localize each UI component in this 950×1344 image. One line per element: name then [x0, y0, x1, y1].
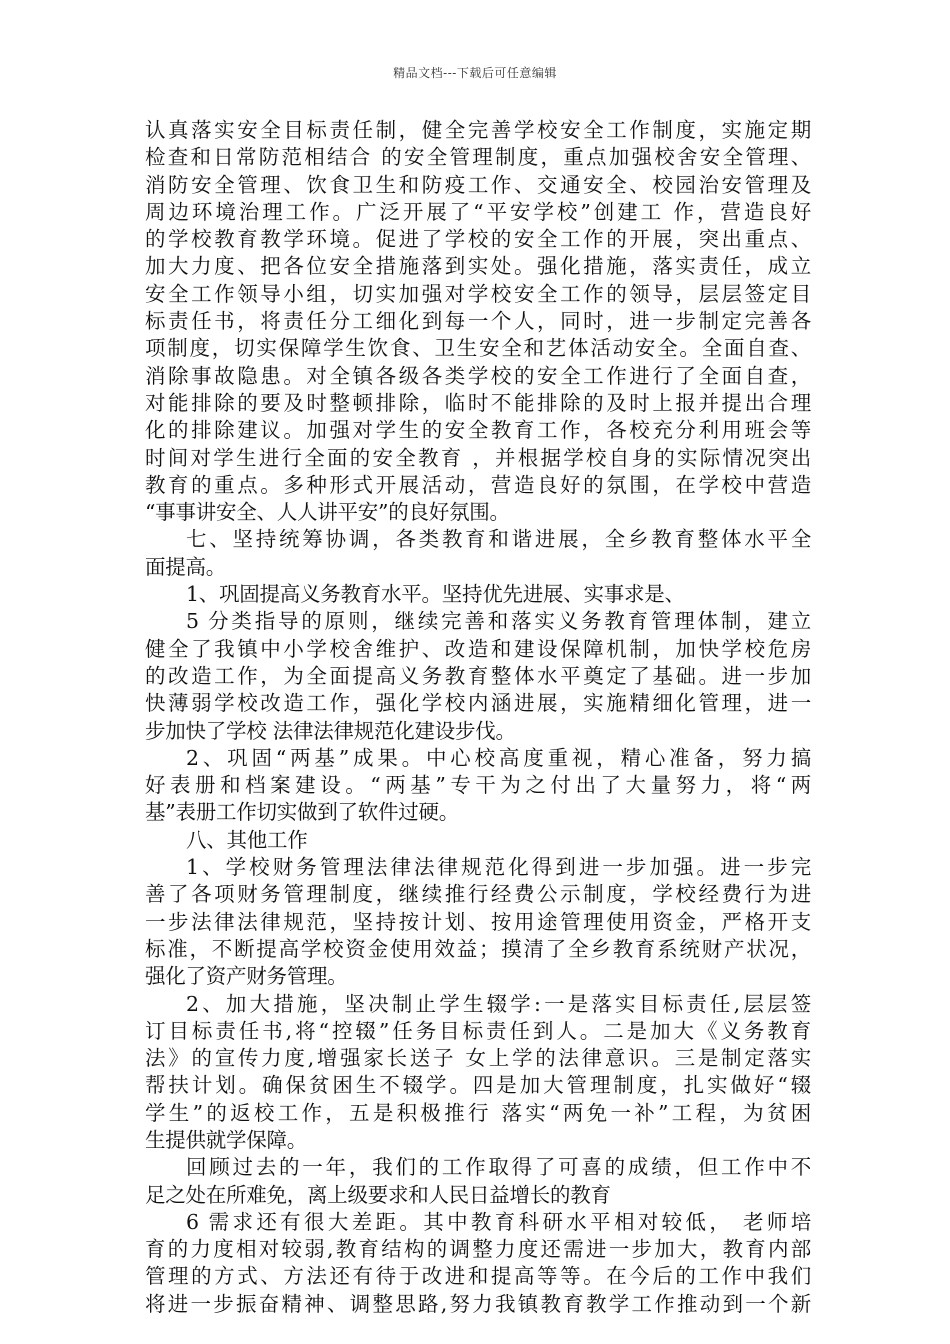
text-line: 化的排除建议。加强对学生的安全教育工作，各校充分利用班会等	[145, 418, 811, 443]
text-line: 健全了我镇中小学校舍维护、改造和建设保障机制，加快学校危房	[145, 636, 811, 661]
text-line: 基”表册工作切实做到了软件过硬。	[145, 800, 459, 825]
text-line: 帮扶计划。确保贫困生不辍学。四是加大管理制度，扎实做好“辍	[145, 1073, 811, 1098]
text-line: 的改造工作，为全面提高义务教育整体水平奠定了基础。进一步加	[145, 663, 811, 688]
text-line: 加大力度、把各位安全措施落到实处。强化措施，落实责任，成立	[145, 254, 811, 279]
text-line: 项制度，切实保障学生饮食、卫生安全和艺体活动安全。全面自查、	[145, 336, 811, 361]
text-line: 认真落实安全目标责任制，健全完善学校安全工作制度，实施定期	[145, 118, 811, 142]
text-line: 1、巩固提高义务教育水平。坚持优先进展、实事求是、	[186, 582, 685, 607]
text-line: 6 需求还有很大差距。其中教育科研水平相对较低， 老师培	[186, 1209, 811, 1234]
text-line: 1、学校财务管理法律法律规范化得到进一步加强。进一步完	[186, 855, 811, 880]
text-line: 强化了资产财务管理。	[145, 964, 348, 989]
text-line: 八、其他工作	[186, 827, 308, 852]
text-line: 善了各项财务管理制度，继续推行经费公示制度，学校经费行为进	[145, 882, 811, 907]
text-line: 的学校教育教学环境。促进了学校的安全工作的开展，突出重点、	[145, 227, 811, 252]
text-line: 育的力度相对较弱,教育结构的调整力度还需进一步加大，教育内部	[145, 1237, 811, 1262]
text-line: 学生”的返校工作，五是积极推行 落实“两免一补”工程，为贫困	[145, 1100, 811, 1125]
text-line: 教育的重点。多种形式开展活动，营造良好的氛围，在学校中营造	[145, 472, 811, 497]
text-line: 足之处在所难免，离上级要求和人民日益增长的教育	[145, 1182, 611, 1207]
text-line: 2、巩固“两基”成果。中心校高度重视，精心准备，努力搞	[186, 745, 811, 770]
text-line: 一步法律法律规范，坚持按计划、按用途管理使用资金，严格开支	[145, 909, 811, 934]
text-line: 好表册和档案建设。“两基”专干为之付出了大量努力，将“两	[145, 773, 811, 798]
text-line: “事事讲安全、人人讲平安”的良好氛围。	[145, 500, 510, 525]
text-line: 安全工作领导小组，切实加强对学校安全工作的领导，层层签定目	[145, 281, 811, 306]
text-line: 消防安全管理、饮食卫生和防疫工作、交通安全、校园治安管理及	[145, 172, 811, 197]
text-line: 快薄弱学校改造工作，强化学校内涵进展，实施精细化管理，进一	[145, 691, 811, 716]
document-body	[145, 117, 811, 1318]
text-line: 标准，不断提高学校资金使用效益；摸清了全乡教育系统财产状况，	[145, 936, 811, 961]
text-line: 5 分类指导的原则，继续完善和落实义务教育管理体制，建立	[186, 609, 811, 634]
page-header: 精品文档---下载后可任意编辑	[393, 66, 557, 80]
text-line: 步加快了学校 法律法律规范化建设步伐。	[145, 718, 516, 743]
text-line: 时间对学生进行全面的安全教育 ，并根据学校自身的实际情况突出	[145, 445, 811, 470]
text-line: 订目标责任书,将“控辍”任务目标责任到人。二是加大《义务教育	[145, 1018, 811, 1043]
text-line: 周边环境治理工作。广泛开展了“平安学校”创建工 作，营造良好	[145, 199, 811, 224]
text-line: 标责任书，将责任分工细化到每一个人，同时，进一步制定完善各	[145, 309, 811, 334]
text-line: 法》的宣传力度,增强家长送子 女上学的法律意识。三是制定落实	[145, 1046, 811, 1071]
text-line: 生提供就学保障。	[145, 1127, 307, 1152]
text-line: 将进一步振奋精神、调整思路,努力我镇教育教学工作推动到一个新	[145, 1291, 811, 1316]
text-line: 2、加大措施，坚决制止学生辍学:一是落实目标责任,层层签	[186, 991, 811, 1016]
text-line: 面提高。	[145, 554, 226, 579]
text-line: 七、坚持统筹协调，各类教育和谐进展，全乡教育整体水平全	[186, 527, 811, 552]
text-line: 管理的方式、方法还有待于改进和提高等等。在今后的工作中我们	[145, 1264, 811, 1289]
text-line: 回顾过去的一年，我们的工作取得了可喜的成绩，但工作中不	[186, 1155, 811, 1180]
text-line: 对能排除的要及时整顿排除，临时不能排除的及时上报并提出合理	[145, 390, 811, 415]
text-line: 消除事故隐患。对全镇各级各类学校的安全工作进行了全面自查，	[145, 363, 811, 388]
text-line: 检查和日常防范相结合 的安全管理制度，重点加强校舍安全管理、	[145, 145, 811, 170]
